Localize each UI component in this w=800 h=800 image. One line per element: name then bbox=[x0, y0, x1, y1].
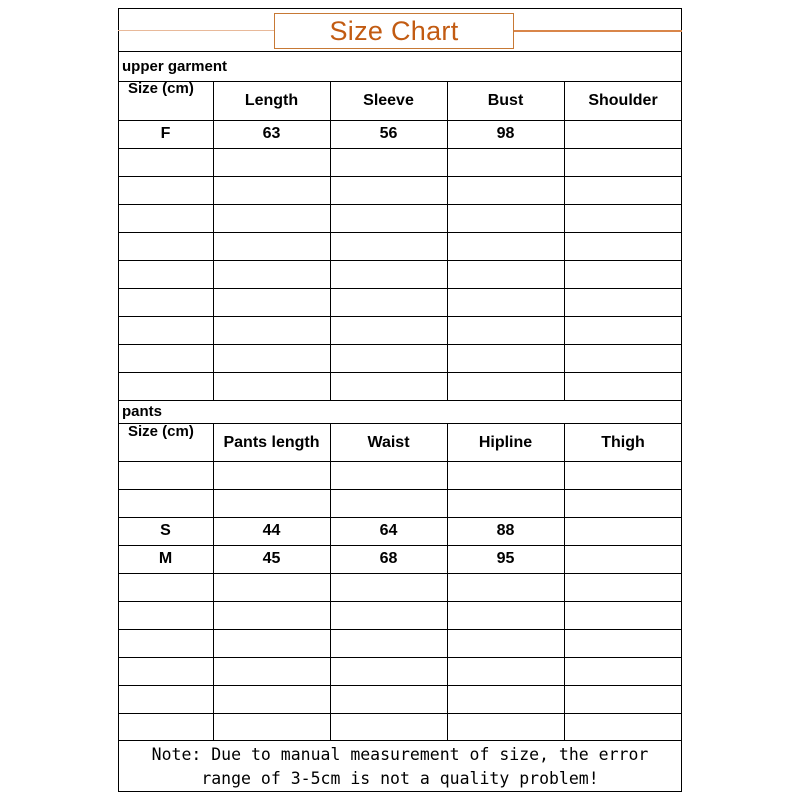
pants-header-thigh: Thigh bbox=[601, 434, 645, 451]
upper-row-f-size: F bbox=[160, 125, 171, 142]
grid-row-line bbox=[118, 344, 682, 345]
grid-row-line bbox=[118, 148, 682, 149]
pants-header-size: Size (cm) bbox=[128, 423, 194, 440]
grid-col-line bbox=[330, 423, 331, 740]
grid-row-line bbox=[118, 657, 682, 658]
page-title: Size Chart bbox=[329, 15, 459, 46]
pants-row-m-size: M bbox=[158, 550, 173, 567]
pants-row-m-waist: 68 bbox=[379, 550, 398, 567]
note-line-1: Note: Due to manual measurement of size, the error bbox=[151, 745, 649, 764]
pants-header-waist: Waist bbox=[367, 434, 410, 451]
upper-row-f-bust: 98 bbox=[496, 125, 515, 142]
grid-hline bbox=[118, 51, 682, 52]
pants-label: pants bbox=[122, 403, 163, 420]
grid-row-line bbox=[118, 489, 682, 490]
grid-col-line bbox=[564, 423, 565, 740]
title-box bbox=[274, 13, 514, 49]
grid-col-line bbox=[213, 423, 214, 740]
grid-row-line bbox=[118, 316, 682, 317]
grid-row-line bbox=[118, 601, 682, 602]
grid-row-line bbox=[118, 713, 682, 714]
pants-row-m-hipline: 95 bbox=[496, 550, 515, 567]
title-rule-left bbox=[118, 30, 274, 31]
pants-row-s-hipline: 88 bbox=[496, 522, 515, 539]
grid-row-line bbox=[118, 204, 682, 205]
upper-row-f-length: 63 bbox=[262, 125, 281, 142]
grid-row-line bbox=[118, 685, 682, 686]
upper-header-shoulder: Shoulder bbox=[588, 92, 658, 109]
grid-hline bbox=[118, 400, 682, 401]
grid-row-line bbox=[118, 372, 682, 373]
pants-header-length: Pants length bbox=[223, 434, 320, 451]
upper-header-bust: Bust bbox=[487, 92, 524, 109]
upper-header-length: Length bbox=[244, 92, 299, 109]
grid-col-line bbox=[447, 423, 448, 740]
note-line-2: range of 3-5cm is not a quality problem! bbox=[201, 769, 599, 788]
grid-row-line bbox=[118, 288, 682, 289]
upper-row-f-sleeve: 56 bbox=[379, 125, 398, 142]
upper-garment-label: upper garment bbox=[122, 58, 228, 75]
upper-header-sleeve: Sleeve bbox=[363, 92, 414, 109]
pants-header-hipline: Hipline bbox=[478, 434, 533, 451]
grid-row-line bbox=[118, 573, 682, 574]
grid-row-line bbox=[118, 629, 682, 630]
grid-row-line bbox=[118, 260, 682, 261]
title-rule-right bbox=[514, 30, 682, 32]
pants-row-s-size: S bbox=[160, 522, 171, 539]
pants-row-s-length: 44 bbox=[262, 522, 281, 539]
pants-row-m-length: 45 bbox=[262, 550, 281, 567]
measurement-note bbox=[119, 741, 681, 791]
upper-row-f-shoulder bbox=[564, 120, 682, 148]
pants-row-s-thigh bbox=[564, 517, 682, 545]
grid-row-line bbox=[118, 232, 682, 233]
pants-row-m-thigh bbox=[564, 545, 682, 573]
upper-header-size: Size (cm) bbox=[128, 80, 194, 97]
pants-row-s-waist: 64 bbox=[379, 522, 398, 539]
grid-row-line bbox=[118, 176, 682, 177]
